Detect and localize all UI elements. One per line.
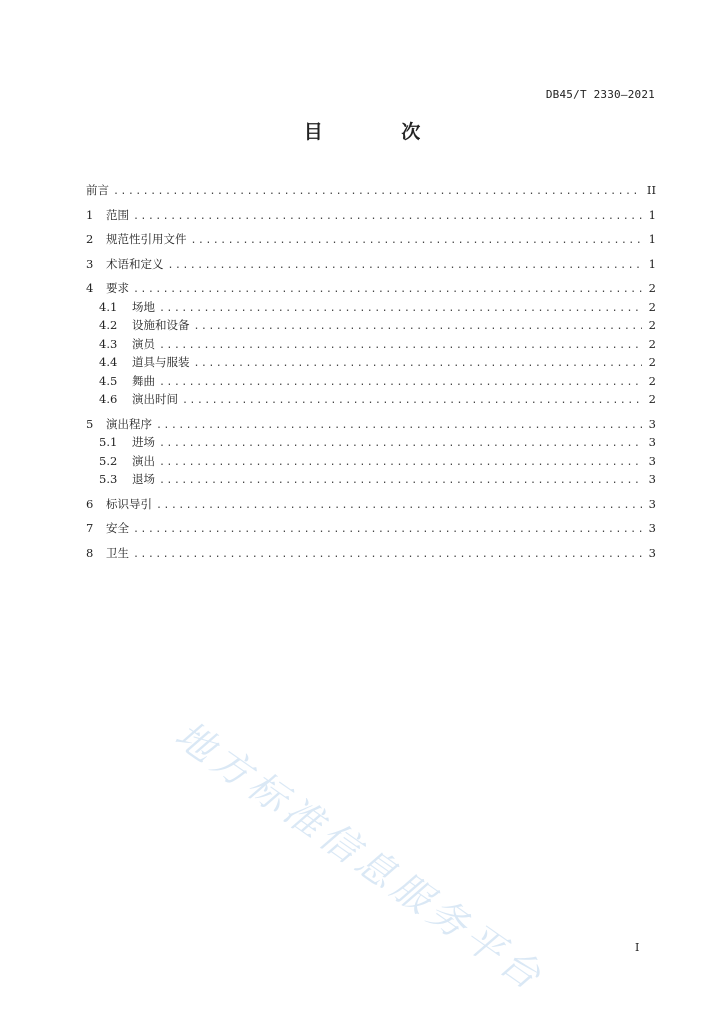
toc-entry-number: 7: [86, 521, 94, 535]
toc-entry[interactable]: [86, 280, 656, 299]
toc-entry[interactable]: [86, 231, 656, 250]
table-of-contents: [86, 182, 656, 563]
toc-dot-leader: [182, 395, 642, 406]
toc-entry-page: 2: [648, 355, 656, 369]
toc-entry-label: 范围: [106, 207, 129, 222]
toc-dot-leader: [159, 438, 642, 449]
toc-dot-leader: [159, 377, 642, 388]
toc-entry-number: 4.6: [99, 392, 118, 406]
toc-entry[interactable]: [86, 453, 656, 472]
toc-entry-number: 4.3: [99, 336, 118, 351]
toc-entry[interactable]: [86, 434, 656, 453]
toc-entry-label: 卫生: [106, 545, 129, 560]
toc-entry-page: 3: [648, 521, 656, 535]
toc-dot-leader: [194, 321, 643, 332]
toc-entry-label: 道具与服装: [132, 355, 190, 369]
toc-entry-page: 3: [648, 472, 656, 486]
toc-dot-leader: [191, 235, 643, 246]
toc-entry-number: 6: [86, 496, 94, 511]
toc-entry-label: 演员: [132, 336, 155, 351]
toc-entry-label: 术语和定义: [106, 256, 164, 271]
toc-entry-label: 退场: [132, 472, 155, 486]
toc-entry-number: 1: [86, 207, 94, 222]
toc-entry-number: 5.1: [99, 435, 118, 449]
toc-entry-label: 演出程序: [106, 416, 152, 431]
toc-dot-leader: [133, 211, 642, 222]
toc-entry-number: 3: [86, 256, 94, 271]
toc-entry-page: 2: [648, 336, 656, 351]
toc-entry[interactable]: [86, 317, 656, 336]
toc-entry-number: 8: [86, 545, 94, 560]
toc-dot-leader: [194, 358, 643, 369]
page-title: 目 次: [303, 121, 457, 143]
toc-entry[interactable]: [86, 496, 656, 515]
toc-entry-number: 4.4: [99, 355, 118, 369]
toc-entry[interactable]: [86, 471, 656, 490]
toc-entry-number: 5.2: [99, 453, 118, 468]
toc-entry[interactable]: [86, 391, 656, 410]
toc-entry-page: 3: [648, 416, 656, 431]
watermark: 地方标准信息服务平台: [167, 712, 554, 1001]
toc-entry-page: 3: [648, 545, 656, 560]
toc-entry-label: 标识导引: [106, 496, 152, 511]
toc-entry-page: 2: [648, 392, 656, 406]
toc-entry-label: 演出: [132, 453, 155, 468]
toc-entry-label: 前言: [86, 183, 109, 197]
toc-entry-label: 演出时间: [132, 392, 178, 406]
toc-entry[interactable]: [86, 336, 656, 355]
toc-entry-label: 舞曲: [132, 373, 155, 388]
toc-entry-number: 4: [86, 281, 94, 295]
toc-entry[interactable]: [86, 373, 656, 392]
toc-entry-page: 2: [648, 373, 656, 388]
toc-entry[interactable]: [86, 416, 656, 435]
toc-entry-number: 5.3: [99, 472, 118, 486]
toc-entry[interactable]: [86, 256, 656, 275]
toc-dot-leader: [156, 420, 642, 431]
toc-entry-page: 3: [648, 435, 656, 449]
toc-entry[interactable]: [86, 354, 656, 373]
toc-entry-page: 3: [648, 453, 656, 468]
toc-entry[interactable]: [86, 182, 656, 201]
toc-entry-number: 4.1: [99, 299, 118, 314]
toc-dot-leader: [113, 186, 642, 197]
toc-dot-leader: [133, 524, 642, 535]
toc-entry[interactable]: [86, 545, 656, 564]
toc-entry-label: 设施和设备: [132, 318, 190, 332]
toc-dot-leader: [159, 457, 642, 468]
toc-dot-leader: [168, 260, 643, 271]
toc-entry-number: 4.5: [99, 373, 118, 388]
toc-entry-number: 5: [86, 416, 94, 431]
toc-entry-page: 1: [648, 207, 656, 222]
toc-dot-leader: [159, 340, 642, 351]
toc-entry-label: 进场: [132, 435, 155, 449]
toc-dot-leader: [133, 549, 642, 560]
toc-entry[interactable]: [86, 299, 656, 318]
toc-dot-leader: [156, 500, 642, 511]
toc-entry-number: 2: [86, 232, 94, 246]
toc-entry-label: 安全: [106, 521, 129, 535]
toc-entry-number: 4.2: [99, 318, 118, 332]
toc-entry-label: 场地: [132, 299, 155, 314]
toc-dot-leader: [159, 303, 642, 314]
toc-entry-page: 3: [648, 496, 656, 511]
toc-entry[interactable]: [86, 520, 656, 539]
toc-entry-page: 2: [648, 281, 656, 295]
toc-dot-leader: [133, 284, 642, 295]
page-number: I: [635, 941, 640, 954]
toc-entry-label: 规范性引用文件: [106, 232, 187, 246]
toc-entry-page: II: [646, 183, 656, 197]
toc-entry-label: 要求: [106, 281, 129, 295]
toc-dot-leader: [159, 475, 642, 486]
standard-code: DB45/T 2330—2021: [545, 88, 655, 101]
toc-entry[interactable]: [86, 207, 656, 226]
toc-entry-page: 1: [648, 232, 656, 246]
toc-entry-page: 2: [648, 318, 656, 332]
toc-entry-page: 2: [648, 299, 656, 314]
toc-entry-page: 1: [648, 256, 656, 271]
